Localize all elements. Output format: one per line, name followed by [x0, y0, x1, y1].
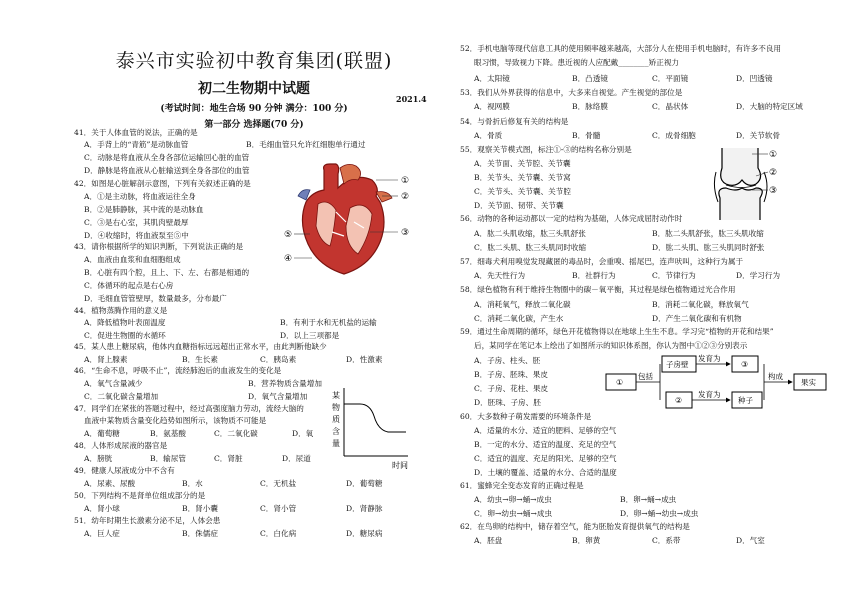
q60-option-c: C．适宜的温度、充足的阳光、足够的空气: [474, 454, 617, 463]
q44-option-a: A．降低植物叶表面温度: [84, 318, 166, 327]
q47-option-c: C．二氧化碳: [214, 429, 258, 438]
heart-diagram: [284, 162, 416, 278]
q52-stem-line2: 眼习惯，导致视力下降。患近视的人应配戴________矫正视力: [474, 58, 680, 67]
q41-option-a: A．手背上的“青筋”是动脉血管: [84, 140, 189, 149]
q55-option-b: B．关节头、关节囊、关节窝: [474, 173, 571, 182]
heart-label-4: ④: [284, 254, 293, 264]
q43-option-b: B．心脏有四个腔，且上、下、左、右都是相通的: [84, 268, 250, 277]
q47-option-d: D．氧: [292, 429, 314, 438]
q53-option-a: A．视网膜: [474, 102, 510, 111]
q57-option-b: B．社群行为: [572, 271, 616, 280]
q49-stem: 49．健康人尿液成分中不含有: [74, 466, 175, 475]
q54-option-d: D．关节软骨: [736, 131, 781, 140]
exam-date: 2021.4: [396, 94, 427, 104]
q46-option-c: C．二氧化碳含量增加: [84, 392, 159, 401]
q45-option-c: C．胰岛素: [260, 355, 297, 364]
q54-option-a: A．骨质: [474, 131, 503, 140]
q46-stem: 46．“生命不息，呼吸不止”，流经肺泡后的血液发生的变化是: [74, 366, 282, 375]
q46-option-b: B．营养物质含量增加: [248, 379, 322, 388]
q46-option-d: D．氧气含量增加: [248, 392, 308, 401]
q52-option-b: B．凸透镜: [572, 74, 608, 83]
flow-fruit: 果实: [801, 378, 816, 387]
q44-option-d: D．以上三项都是: [280, 331, 340, 340]
q61-option-d: D．卵→蛹→幼虫→成虫: [620, 509, 699, 518]
q59-option-a: A．子房、柱头、胚: [474, 356, 541, 365]
q51-option-a: A．巨人症: [84, 529, 120, 538]
q59-option-c: C．子房、花柱、果皮: [474, 384, 549, 393]
q52-option-c: C．平面镜: [652, 74, 689, 83]
q59-option-d: D．胚珠、子房、胚: [474, 398, 541, 407]
q57-option-c: C．节律行为: [652, 271, 696, 280]
q49-option-a: A．尿素、尿酸: [84, 479, 136, 488]
q50-stem: 50．下列结构不是肾单位组成部分的是: [74, 491, 206, 500]
section-heading: 第一部分 选择题(70 分): [204, 120, 304, 130]
exam-info: (考试时间：地生合场 90 分钟 满分：100 分): [160, 104, 348, 114]
q62-stem: 62．在鸟卵的结构中，储存着空气，能为胚胎发育提供氧气的结构是: [460, 522, 690, 531]
flow-include-label: 包括: [638, 372, 653, 381]
q42-option-a: A．①是主动脉，将血液运往全身: [84, 192, 196, 201]
flow-ovary-label: 子房壁: [666, 360, 689, 369]
q42-option-d: D．④收缩时，将血液泵至⑤中: [84, 231, 189, 240]
heart-label-3: ③: [401, 228, 410, 238]
q41-option-b: B．毛细血管只允许红细胞单行通过: [246, 140, 366, 149]
q43-option-d: D．毛细血管管壁厚，数量最多，分布最广: [84, 294, 227, 303]
graph-ylabel: 某物质含量: [332, 391, 340, 448]
q44-option-b: B．有利于水和无机盐的运输: [280, 318, 377, 327]
q49-option-b: B．水: [182, 479, 203, 488]
q45-stem: 45．某人患上糖尿病，他体内血糖指标远远超出正常水平，由此判断他缺少: [74, 342, 327, 351]
q58-option-b: B．消耗二氧化碳，释放氧气: [652, 300, 749, 309]
flow-develop-2: 发育为: [698, 390, 721, 399]
q59-option-b: B．子房、胚珠、果皮: [474, 370, 548, 379]
q53-option-b: B．脉络膜: [572, 102, 608, 111]
joint-label-3: ③: [769, 186, 778, 196]
q60-stem: 60．大多数种子萌发需要的环境条件是: [460, 412, 592, 421]
q55-stem: 55．观察关节模式图，标注①-③的结构名称分别是: [460, 145, 632, 154]
q50-option-b: B．肾小囊: [182, 504, 218, 513]
flow-diagram: [604, 354, 830, 414]
q62-option-d: D．气室: [736, 536, 765, 545]
q48-option-d: D．尿道: [282, 454, 311, 463]
q61-option-a: A．幼虫→卵→蛹→成虫: [474, 495, 552, 504]
q53-option-c: C．晶状体: [652, 102, 689, 111]
q56-option-a: A．肱二头肌收缩，肱三头肌舒张: [474, 229, 586, 238]
q48-stem: 48．人体形成尿液的器官是: [74, 441, 168, 450]
joint-label-2: ②: [769, 168, 778, 178]
q46-option-a: A．氧气含量减少: [84, 379, 143, 388]
q54-stem: 54．与骨折后修复有关的结构是: [460, 117, 569, 126]
q61-stem: 61．蜜蜂完全变态发育的正确过程是: [460, 481, 584, 490]
q61-option-c: C．卵→幼虫→蛹→成虫: [474, 509, 553, 518]
q57-option-a: A．先天性行为: [474, 271, 526, 280]
q56-option-c: C．肱二头肌、肱三头肌同时收缩: [474, 243, 587, 252]
q44-stem: 44．植物蒸腾作用的意义是: [74, 306, 168, 315]
joint-diagram: [712, 146, 780, 222]
q58-option-c: C．消耗二氧化碳，产生水: [474, 314, 564, 323]
graph-curve: [344, 404, 406, 432]
q42-option-c: C．③是右心室，其肌肉壁最厚: [84, 218, 189, 227]
substance-graph: [330, 384, 410, 470]
q49-option-d: D．葡萄糖: [346, 479, 383, 488]
q51-option-c: C．白化病: [260, 529, 297, 538]
q61-option-b: B．卵→蛹→成虫: [620, 495, 677, 504]
q51-option-d: D．糖尿病: [346, 529, 383, 538]
q52-stem-line1: 52．手机电脑等现代信息工具的使用频率越来越高，大部分人在使用手机电脑时，有许多不良用: [460, 44, 782, 53]
q48-option-a: A．膀胱: [84, 454, 113, 463]
q47-option-a: A．葡萄糖: [84, 429, 120, 438]
q43-stem: 43．请你根据所学的知识判断，下列说法正确的是: [74, 242, 244, 251]
q55-option-c: C．关节头、关节囊、关节腔: [474, 187, 571, 196]
flow-compose: 构成: [768, 372, 783, 381]
flow-develop-1: 发育为: [698, 354, 721, 363]
q56-option-b: B．肱二头肌舒张，肱三头肌收缩: [652, 229, 764, 238]
q43-option-c: C．体循环的起点是右心房: [84, 281, 174, 290]
q59-stem-line1: 59．通过生命周期的循环，绿色开花植物得以在地球上生生不息。学习完“植物的开花和结果”: [460, 327, 774, 336]
q45-option-b: B．生长素: [182, 355, 218, 364]
q52-option-a: A．太阳镜: [474, 74, 510, 83]
q56-stem: 56．动物的各种运动都以一定的结构为基础，人体完成屈肘动作时: [460, 214, 683, 223]
q42-option-b: B．②是肺静脉，其中流的是动脉血: [84, 205, 204, 214]
q60-option-d: D．土壤的覆盖、适量的水分、合适的温度: [474, 468, 617, 477]
exam-title: 初二生物期中试题: [198, 81, 310, 97]
q43-option-a: A．血液由血浆和血细胞组成: [84, 255, 181, 264]
q47-stem-line1: 47．同学们在紧张的答题过程中，经过高强度脑力劳动，流经大脑的: [74, 404, 304, 413]
q57-stem: 57．细毒犬利用嗅觉发现藏匿的毒品时，会重嗅、摇尾巴，连声吠叫，这种行为属于: [460, 257, 744, 266]
q58-option-d: D．产生二氧化碳和有机物: [652, 314, 742, 323]
q48-option-b: B．输尿管: [150, 454, 186, 463]
q41-option-c: C．动脉是将血液从全身各部位运输回心脏的血管: [84, 153, 250, 162]
q62-option-c: C．系带: [652, 536, 681, 545]
q58-option-a: A．消耗氧气，释放二氧化碳: [474, 300, 571, 309]
q56-option-d: D．肱二头肌、肱三头肌同时舒张: [652, 243, 765, 252]
q60-option-a: A．适量的水分、适宜的肥料、足够的空气: [474, 426, 617, 435]
q45-option-a: A．肾上腺素: [84, 355, 128, 364]
q42-stem: 42．如图是心脏解剖示意图，下列有关叙述正确的是: [74, 179, 251, 188]
q50-option-d: D．肾静脉: [346, 504, 383, 513]
q48-option-c: C．肾脏: [214, 454, 243, 463]
flow-seed: 种子: [738, 396, 753, 405]
q59-stem-line2: 后，某同学在笔记本上绘出了如图所示的知识体系图，你认为图中①②③分别表示: [474, 341, 748, 350]
heart-label-1: ①: [401, 176, 410, 186]
q52-option-d: D．凹透镜: [736, 74, 773, 83]
school-title: 泰兴市实验初中教育集团(联盟): [115, 50, 393, 72]
q54-option-c: C．成骨细胞: [652, 131, 696, 140]
q47-stem-line2: 血液中某物质含量变化趋势如图所示，该物质不可能是: [84, 416, 267, 425]
heart-label-2: ②: [401, 192, 410, 202]
q49-option-c: C．无机盐: [260, 479, 297, 488]
q55-option-a: A．关节面、关节腔、关节囊: [474, 159, 571, 168]
graph-xlabel: 时间: [392, 461, 408, 470]
q41-option-d: D．静脉是将血液从心脏输送到全身各部位的血管: [84, 166, 250, 175]
flow-node-3: ③: [741, 360, 749, 369]
q62-option-a: A．胚盘: [474, 536, 503, 545]
q58-stem: 58．绿色植物有利于维持生物圈中的碳－氧平衡，其过程是绿色植物通过光合作用: [460, 285, 736, 294]
q62-option-b: B．卵黄: [572, 536, 601, 545]
flow-node-2: ②: [675, 396, 683, 405]
q47-option-b: B．氨基酸: [150, 429, 186, 438]
q60-option-b: B．一定的水分、适宜的温度、充足的空气: [474, 440, 617, 449]
flow-node-1: ①: [616, 378, 624, 387]
joint-label-1: ①: [769, 150, 778, 160]
q51-stem: 51．幼年时期生长激素分泌不足，人体会患: [74, 516, 221, 525]
q51-option-b: B．侏儒症: [182, 529, 218, 538]
q57-option-d: D．学习行为: [736, 271, 781, 280]
heart-label-5: ⑤: [284, 230, 293, 240]
q50-option-c: C．肾小管: [260, 504, 297, 513]
q53-stem: 53．我们从外界获得的信息中，大多来自视觉。产生视觉的部位是: [460, 88, 683, 97]
q55-option-d: D．关节面、韧带、关节囊: [474, 201, 564, 210]
q50-option-a: A．肾小球: [84, 504, 120, 513]
q53-option-d: D．大脑的特定区域: [736, 102, 803, 111]
q54-option-b: B．骨髓: [572, 131, 601, 140]
q45-option-d: D．性激素: [346, 355, 383, 364]
q41-stem: 41．关于人体血管的说法，正确的是: [74, 128, 198, 137]
q44-option-c: C．促进生物圈的水循环: [84, 331, 166, 340]
